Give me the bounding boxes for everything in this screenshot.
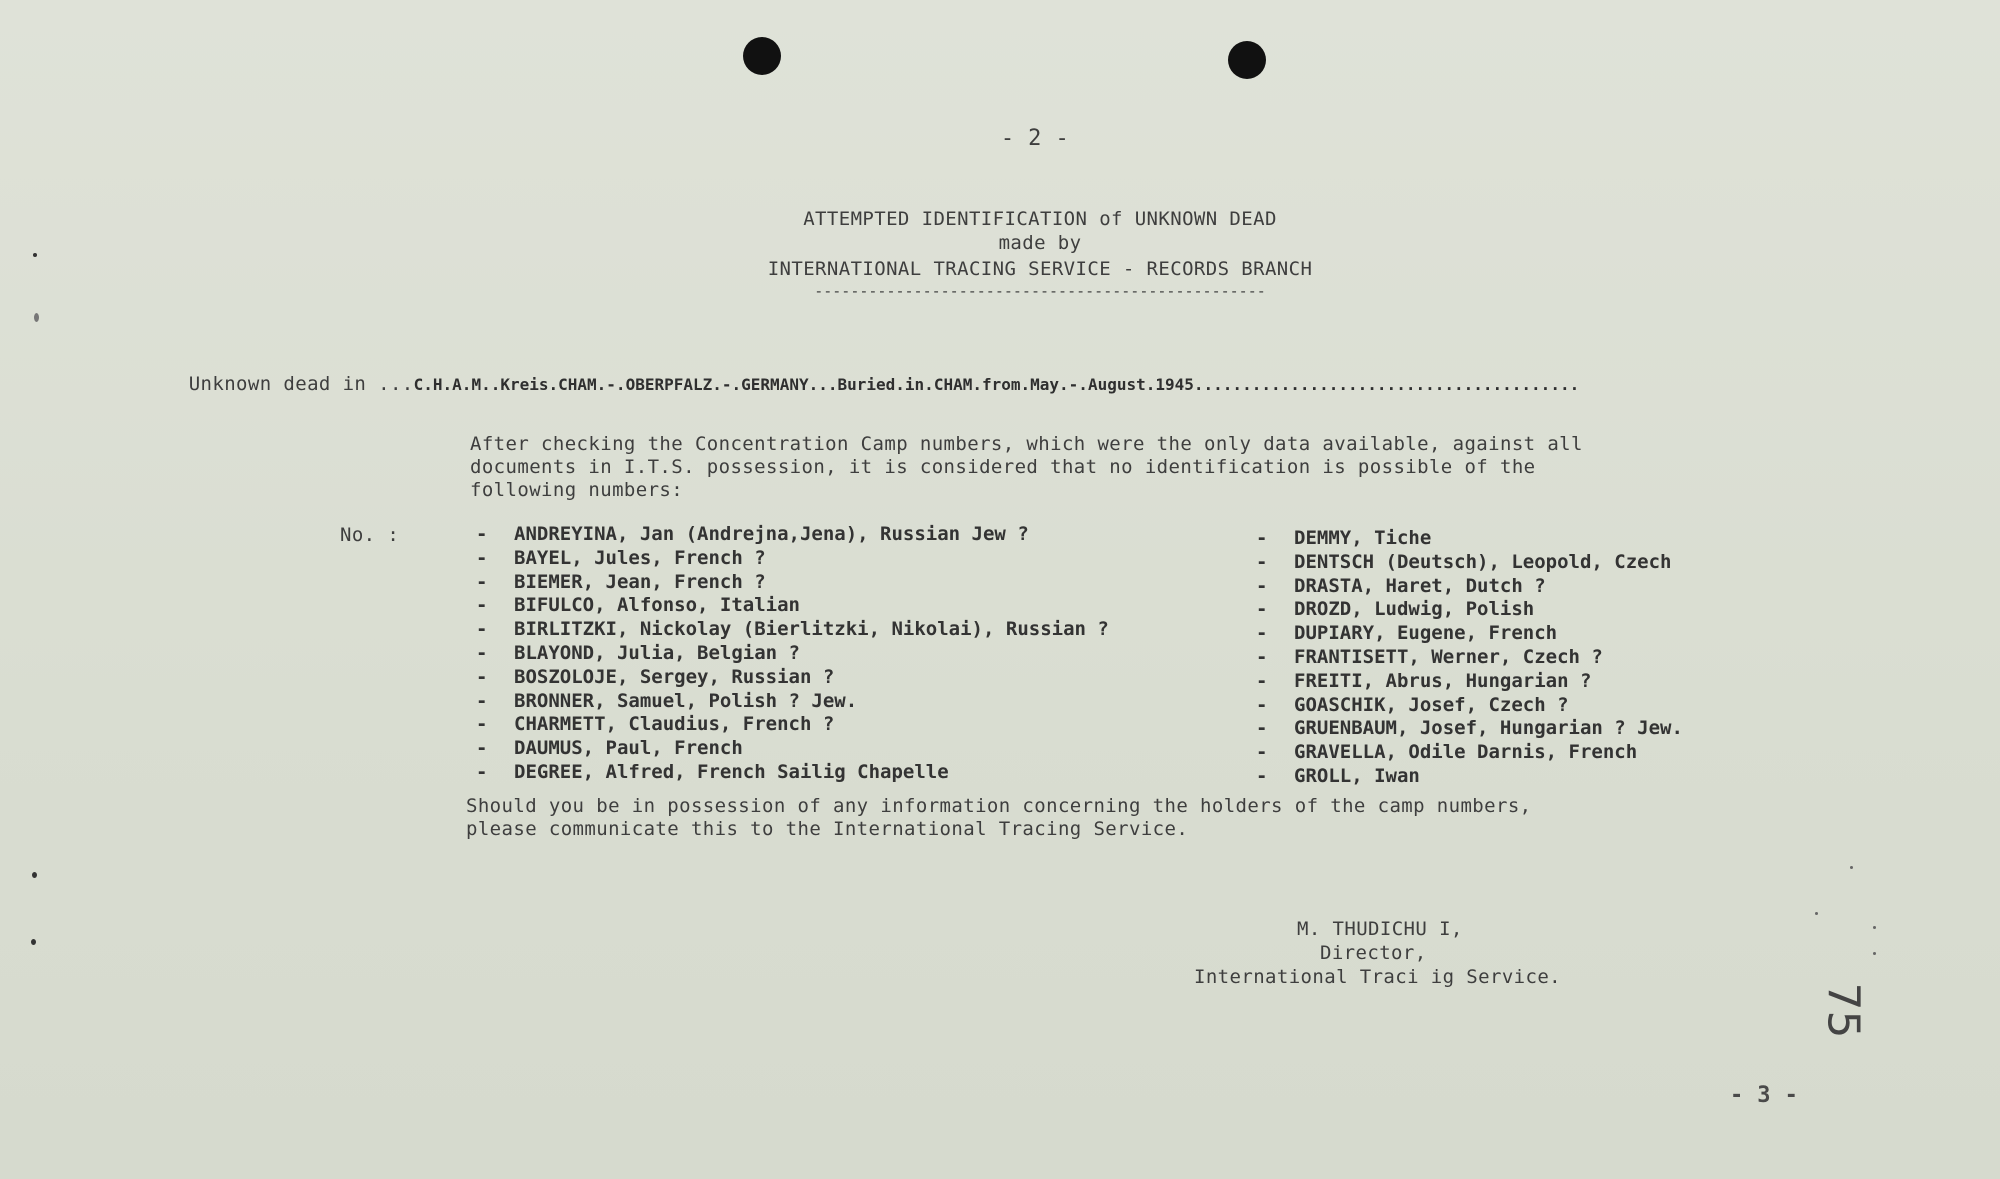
number-label: No. : [340,524,400,546]
name-text: BOSZOLOJE, Sergey, Russian ? [514,665,835,688]
name-entry [476,547,1109,571]
heading-underline: -------------------------------------------------- [814,282,1266,300]
list-dash: - [1256,527,1268,549]
name-entry [476,761,1109,785]
list-dash: - [476,523,488,545]
list-dash: - [1256,574,1268,597]
name-entry [1256,694,1683,718]
list-dash: - [1256,764,1268,787]
heading-line-2: made by [998,232,1082,254]
list-dash: - [476,689,488,712]
heading-line-1: ATTEMPTED IDENTIFICATION of UNKNOWN DEAD [803,208,1277,230]
name-entry [1256,670,1683,694]
margin-number: 75 [1817,982,1869,1039]
name-entry [476,737,1109,761]
intro-line-3: following numbers: [470,479,684,501]
margin-dot [1850,866,1853,869]
names-list-left [476,523,1109,785]
name-entry [476,523,1109,547]
name-entry [1256,575,1683,599]
signature-name: M. THUDICHU I, [1297,918,1463,940]
name-text: FREITI, Abrus, Hungarian ? [1294,669,1592,692]
name-entry [1256,622,1683,646]
margin-mark [33,253,37,257]
list-dash: - [476,760,488,783]
name-text: GROLL, Iwan [1294,764,1420,787]
name-text: CHARMETT, Claudius, French ? [514,713,835,736]
closing-line-1: Should you be in possession of any information concerning the holders of the camp numbers, [466,795,1532,817]
name-entry [1256,551,1683,575]
name-text: FRANTISETT, Werner, Czech ? [1294,645,1603,668]
names-list-right [1256,527,1683,789]
punch-hole-left [743,37,781,75]
margin-dot [1815,912,1818,915]
list-dash: - [1256,622,1268,645]
name-text: BIRLITZKI, Nickolay (Bierlitzki, Nikolai), Russian ? [514,618,1109,641]
margin-mark [34,313,39,322]
name-text: BRONNER, Samuel, Polish ? Jew. [514,689,858,712]
name-text: DEMMY, Tiche [1294,527,1432,549]
heading-line-3: INTERNATIONAL TRACING SERVICE - RECORDS BRANCH [767,258,1313,280]
margin-dot [1873,926,1876,929]
page-number: - 2 - [1000,126,1070,151]
list-dash: - [1256,550,1268,573]
name-text: DEGREE, Alfred, French Sailig Chapelle [514,760,949,783]
list-dash: - [476,713,488,736]
list-dash: - [476,594,488,617]
punch-hole-right [1228,41,1266,79]
name-entry [1256,527,1683,551]
list-dash: - [1256,645,1268,668]
list-dash: - [476,546,488,569]
name-entry [1256,717,1683,741]
list-dash: - [1256,669,1268,692]
name-text: BLAYOND, Julia, Belgian ? [514,641,800,664]
name-text: GRUENBAUM, Josef, Hungarian ? Jew. [1294,717,1683,740]
location-text: C.H.A.M..Kreis.CHAM.-.OBERPFALZ.-.GERMANY...Buried.in.CHAM.from.May.-.August.1945. [413,375,1204,394]
location-line [165,351,1579,395]
list-dash: - [1256,717,1268,740]
name-text: DUPIARY, Eugene, French [1294,622,1558,645]
signature-org: International Traci ig Service. [1194,966,1562,988]
margin-mark [31,939,36,945]
name-entry [476,642,1109,666]
list-dash: - [476,641,488,664]
next-page-marker: - 3 - [1730,1083,1799,1108]
list-dash: - [476,665,488,688]
name-text: DENTSCH (Deutsch), Leopold, Czech [1294,550,1672,573]
list-dash: - [1256,741,1268,764]
name-text: ANDREYINA, Jan (Andrejna,Jena), Russian Jew ? [514,523,1029,545]
name-text: BIFULCO, Alfonso, Italian [514,594,800,617]
name-entry [476,594,1109,618]
name-entry [1256,741,1683,765]
margin-dot [1873,952,1876,955]
name-text: DROZD, Ludwig, Polish [1294,598,1535,621]
location-dots: ....................................... [1203,375,1580,394]
name-entry [1256,598,1683,622]
name-entry [1256,765,1683,789]
name-text: BIEMER, Jean, French ? [514,570,766,593]
name-entry [1256,646,1683,670]
name-entry [476,713,1109,737]
signature-title: Director, [1320,942,1427,964]
name-text: GRAVELLA, Odile Darnis, French [1294,741,1638,764]
location-prefix: Unknown dead in ... [188,373,414,395]
margin-mark [32,872,37,878]
closing-line-2: please communicate this to the International Tracing Service. [466,818,1189,840]
list-dash: - [476,618,488,641]
list-dash: - [476,570,488,593]
list-dash: - [1256,693,1268,716]
name-entry [476,690,1109,714]
name-text: DAUMUS, Paul, French [514,737,743,760]
name-text: GOASCHIK, Josef, Czech ? [1294,693,1569,716]
name-text: BAYEL, Jules, French ? [514,546,766,569]
intro-line-1: After checking the Concentration Camp numbers, which were the only data available, against all [470,433,1583,455]
list-dash: - [476,737,488,760]
intro-line-2: documents in I.T.S. possession, it is considered that no identification is possible of the [470,456,1536,478]
name-text: DRASTA, Haret, Dutch ? [1294,574,1546,597]
list-dash: - [1256,598,1268,621]
name-entry [476,571,1109,595]
name-entry [476,618,1109,642]
name-entry [476,666,1109,690]
